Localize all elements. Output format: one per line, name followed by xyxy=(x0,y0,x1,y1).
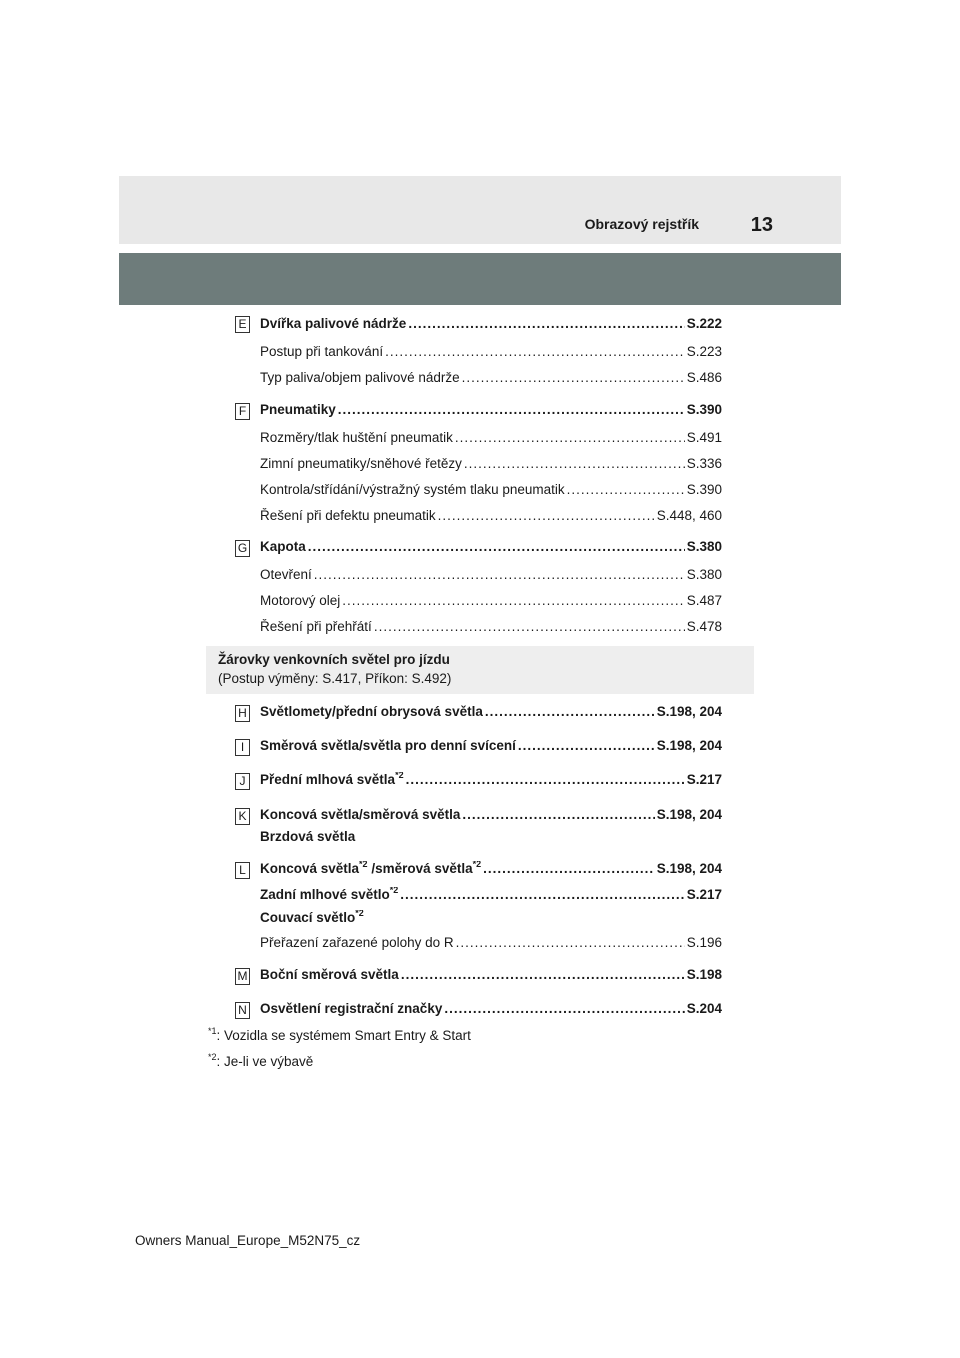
index-row xyxy=(260,370,722,390)
section-box xyxy=(206,646,754,694)
dark-band xyxy=(119,253,841,305)
footnote-mark: *2 xyxy=(472,861,482,869)
index-row xyxy=(260,861,722,881)
footnote-mark: *1 xyxy=(208,1025,217,1036)
row-page: S.380 xyxy=(686,539,722,554)
row-label-text: Koncová světla xyxy=(260,861,360,876)
row-page: S.390 xyxy=(686,482,722,497)
row-label: Typ paliva/objem palivové nádrže xyxy=(260,370,460,385)
index-row xyxy=(260,772,722,792)
row-page: S.223 xyxy=(686,344,722,359)
row-page: S.198, 204 xyxy=(656,738,722,753)
index-row xyxy=(260,430,722,450)
footnote-mark: *2 xyxy=(355,910,364,918)
badge-f: F xyxy=(235,403,250,420)
row-label: Brzdová světla xyxy=(260,829,356,844)
footnote xyxy=(208,1051,314,1069)
row-label: Dvířka palivové nádrže xyxy=(260,316,407,331)
index-row xyxy=(260,456,722,476)
header-title: Obrazový rejstřík xyxy=(584,216,699,232)
row-label: Směrová světla/světla pro denní svícení xyxy=(260,738,516,753)
index-row xyxy=(260,887,722,907)
row-label: Řešení při defektu pneumatik xyxy=(260,508,436,523)
row-page: S.336 xyxy=(686,456,722,471)
row-label: Koncová světla/směrová světla xyxy=(260,807,461,822)
footnote-mark: *2 xyxy=(359,861,368,869)
row-label: Rozměry/tlak huštění pneumatik xyxy=(260,430,453,445)
row-label: Motorový olej xyxy=(260,593,341,608)
row-page: S.204 xyxy=(686,1001,722,1016)
badge-j: J xyxy=(235,773,250,790)
footnote-text: : Je-li ve výbavě xyxy=(216,1054,314,1069)
row-page: S.198 xyxy=(686,967,722,982)
badge-g: G xyxy=(235,540,250,557)
footnote-mark: *2 xyxy=(395,772,404,780)
index-row xyxy=(260,508,722,528)
index-row xyxy=(260,567,722,587)
row-page: S.478 xyxy=(686,619,722,634)
index-row xyxy=(260,1001,722,1021)
row-page: S.198, 204 xyxy=(656,861,722,876)
badge-n: N xyxy=(235,1002,250,1019)
row-page: S.487 xyxy=(686,593,722,608)
index-row xyxy=(260,910,722,930)
index-row xyxy=(260,316,722,336)
index-row xyxy=(260,482,722,502)
row-label-text: Couvací světlo xyxy=(260,910,356,925)
index-row xyxy=(260,344,722,364)
badge-i: I xyxy=(235,739,250,756)
badge-e: E xyxy=(235,316,250,333)
row-page: S.390 xyxy=(686,402,722,417)
section-title: Žárovky venkovních světel pro jízdu xyxy=(218,652,450,667)
row-page: S.486 xyxy=(686,370,722,385)
index-row xyxy=(260,619,722,639)
row-page: S.448, 460 xyxy=(656,508,722,523)
row-label: Řešení při přehřátí xyxy=(260,619,372,634)
row-label: Postup při tankování xyxy=(260,344,384,359)
badge-h: H xyxy=(235,705,250,722)
row-label xyxy=(260,772,404,787)
index-row xyxy=(260,402,722,422)
row-label: Boční směrová světla xyxy=(260,967,399,982)
section-subtitle: (Postup výměny: S.417, Příkon: S.492) xyxy=(218,671,452,686)
row-label: Kapota xyxy=(260,539,306,554)
row-label: Světlomety/přední obrysová světla xyxy=(260,704,483,719)
header-band xyxy=(119,176,841,244)
badge-k: K xyxy=(235,808,250,825)
footnote xyxy=(208,1025,471,1043)
row-label: Osvětlení registrační značky xyxy=(260,1001,443,1016)
row-label xyxy=(260,887,398,902)
index-row xyxy=(260,704,722,724)
row-page: S.198, 204 xyxy=(656,704,722,719)
index-row xyxy=(260,539,722,559)
page-number: 13 xyxy=(750,214,773,236)
index-row xyxy=(260,829,722,849)
row-label: Pneumatiky xyxy=(260,402,336,417)
row-label: Zimní pneumatiky/sněhové řetězy xyxy=(260,456,462,471)
index-row xyxy=(260,807,722,827)
row-page: S.196 xyxy=(686,935,722,950)
row-label-text: /směrová světla xyxy=(367,861,473,876)
index-row xyxy=(260,738,722,758)
index-row xyxy=(260,593,722,613)
row-label xyxy=(260,910,722,925)
footnote-mark: *2 xyxy=(208,1051,217,1062)
row-label: Přeřazení zařazené polohy do R xyxy=(260,935,454,950)
row-label-text: Zadní mlhové světlo xyxy=(260,887,390,902)
row-label: Kontrola/střídání/výstražný systém tlaku pneumatik xyxy=(260,482,565,497)
row-page: S.217 xyxy=(686,887,722,902)
row-page: S.380 xyxy=(686,567,722,582)
badge-l: L xyxy=(235,862,250,879)
row-label: Otevření xyxy=(260,567,312,582)
row-page: S.198, 204 xyxy=(656,807,722,822)
footer-text: Owners Manual_Europe_M52N75_cz xyxy=(135,1233,361,1248)
footnote-mark: *2 xyxy=(389,887,399,895)
row-page: S.222 xyxy=(686,316,722,331)
row-label-text: Přední mlhová světla xyxy=(260,772,396,787)
row-page: S.217 xyxy=(686,772,722,787)
badge-m: M xyxy=(235,968,250,985)
footnote-text: : Vozidla se systémem Smart Entry & Start xyxy=(216,1028,471,1043)
row-page: S.491 xyxy=(686,430,722,445)
index-row xyxy=(260,967,722,987)
index-row xyxy=(260,935,722,955)
row-label xyxy=(260,861,481,876)
